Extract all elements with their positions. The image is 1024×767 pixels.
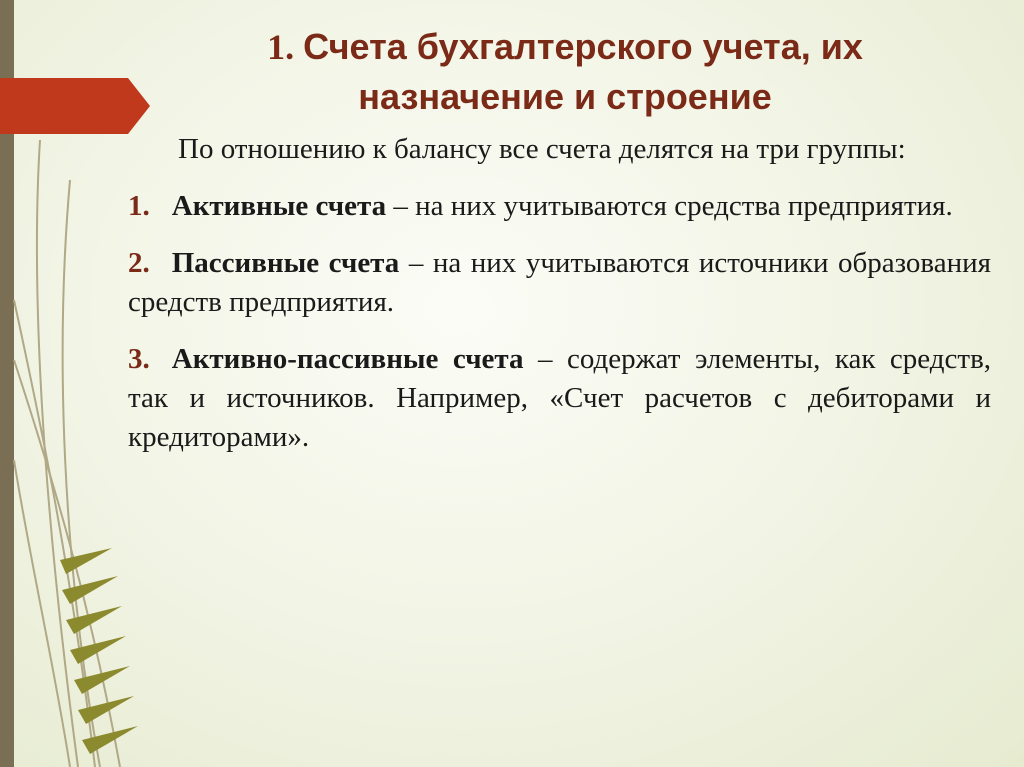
item-number: 2. [128, 247, 150, 279]
intro-paragraph: По отношению к балансу все счета делятся на три группы: [178, 133, 906, 165]
item-description: – содержат элементы, как средств, так и источников. Например, «Счет расчетов с дебиторами и кредиторами». [128, 343, 992, 453]
list-item [128, 187, 991, 226]
item-number: 3. [128, 343, 150, 375]
slide-body [128, 130, 991, 475]
slide-title [160, 22, 970, 122]
item-term: Активные счета [171, 190, 387, 222]
item-term: Пассивные счета [171, 247, 400, 279]
title-number: 1. [267, 27, 295, 67]
item-number: 1. [128, 190, 150, 222]
item-description: – на них учитываются источники образования средств предприятия. [128, 247, 991, 318]
list-item [128, 244, 991, 322]
red-arrow-tab [0, 78, 150, 134]
list-item [128, 340, 991, 457]
item-term: Активно-пассивные счета [171, 343, 524, 375]
title-text: Счета бухгалтерского учета, их назначение и строение [303, 26, 863, 117]
item-description: – на них учитываются средства предприятия. [386, 190, 953, 222]
